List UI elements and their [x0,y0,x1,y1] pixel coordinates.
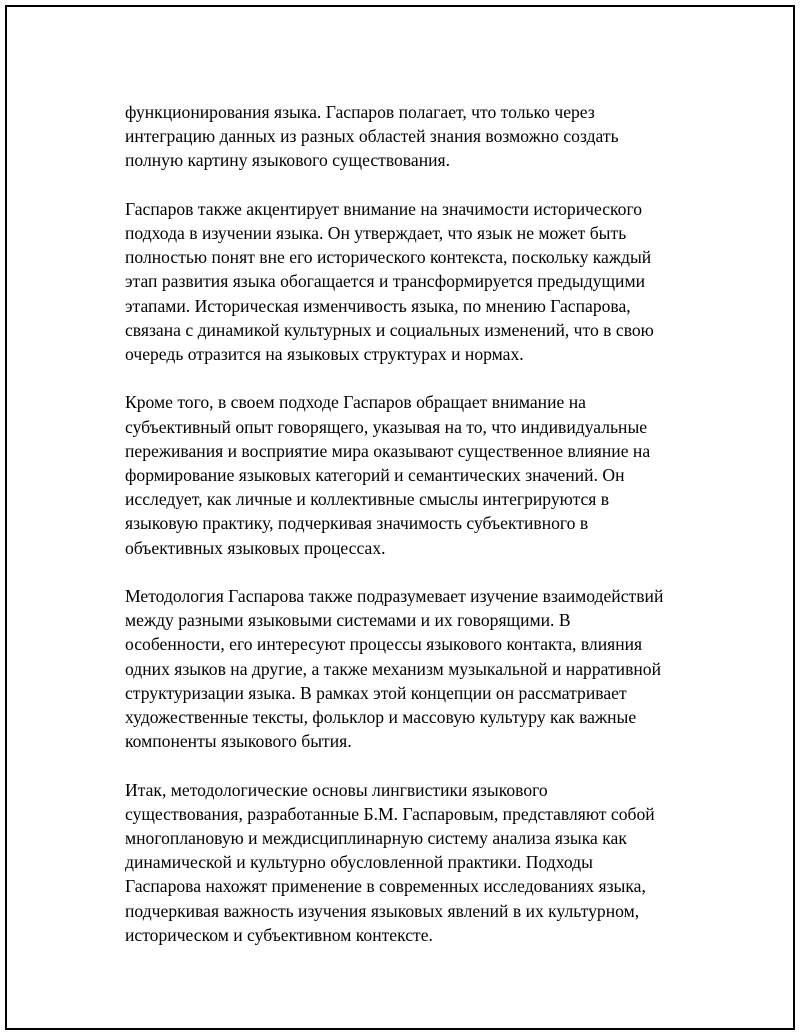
paragraph [125,778,715,947]
text-line: подхода в изучении языка. Он утверждает, что язык не может быть [125,223,627,243]
text-line: очередь отразится на языковых структурах и нормах. [125,344,524,365]
text-line: переживания и восприятие мира оказывают существенное влияние на [125,440,651,461]
text-line: формирование языковых категорий и семантических значений. Он [125,465,625,486]
text-line: историческом и субъективном контексте. [125,924,433,945]
text-line: компоненты языкового бытия. [125,731,352,752]
paragraph [125,584,715,753]
text-line: структуризации языка. В рамках этой концепции он рассматривает [125,682,627,703]
text-line: этапами. Историческая изменчивость языка, по мнению Гаспарова, [125,295,631,316]
text-line: особенности, его интересуют процессы языкового контакта, влияния [125,634,643,655]
text-line: связана с динамикой культурных и социальных изменений, что в свою [125,319,654,340]
text-line: Методология Гаспарова также подразумевает изучение взаимодействий [125,586,664,607]
text-line: одних языков на другие, а также механизм музыкальной и нарративной [125,658,662,679]
paragraph [125,390,715,559]
text-line: существования, разработанные Б.М. Гаспаровым, представляют собой [125,803,655,824]
text-line: многоплановую и междисциплинарную систему анализа языка как [125,828,627,849]
document-body [125,100,715,971]
text-line: интеграцию данных из разных областей знания возможно создать [125,126,619,147]
paragraph [125,100,715,173]
text-line: полностью понят вне его исторического контекста, поскольку каждый [125,247,652,268]
text-line: Кроме того, в своем подходе Гаспаров обращает внимание на [125,392,586,413]
text-line: художественные тексты, фольклор и массовую культуру как важные [125,707,637,728]
text-line: Гаспаров также акцентирует внимание на значимости исторического [125,198,643,219]
text-line: субъективный опыт говорящего, указывая на то, что индивидуальные [125,416,648,437]
text-line: между разными языковыми системами и их говорящими. В [125,610,571,631]
text-line: Гаспарова нахожят применение в современных исследованиях языка, [125,876,646,897]
paragraph [125,197,715,366]
text-line: подчеркивая важность изучения языковых явлений в их культурном, [125,900,640,921]
text-line: объективных языковых процессах. [125,537,386,558]
text-line: языковую практику, подчеркивая значимость субъективного в [125,513,589,534]
text-line: динамической и культурно обусловленной практики. Подходы [125,852,593,873]
page-frame [5,5,795,1030]
text-line: Итак, методологические основы лингвистики языкового [125,779,548,800]
text-line: полную картину языкового существования. [125,150,451,171]
text-line: этап развития языка обогащается и трансформируется предыдущими [125,271,646,292]
text-line: исследует, как личные и коллективные смыслы интегрируются в [125,489,610,510]
text-line: функционирования языка. Гаспаров полагает, что только через [125,102,595,122]
